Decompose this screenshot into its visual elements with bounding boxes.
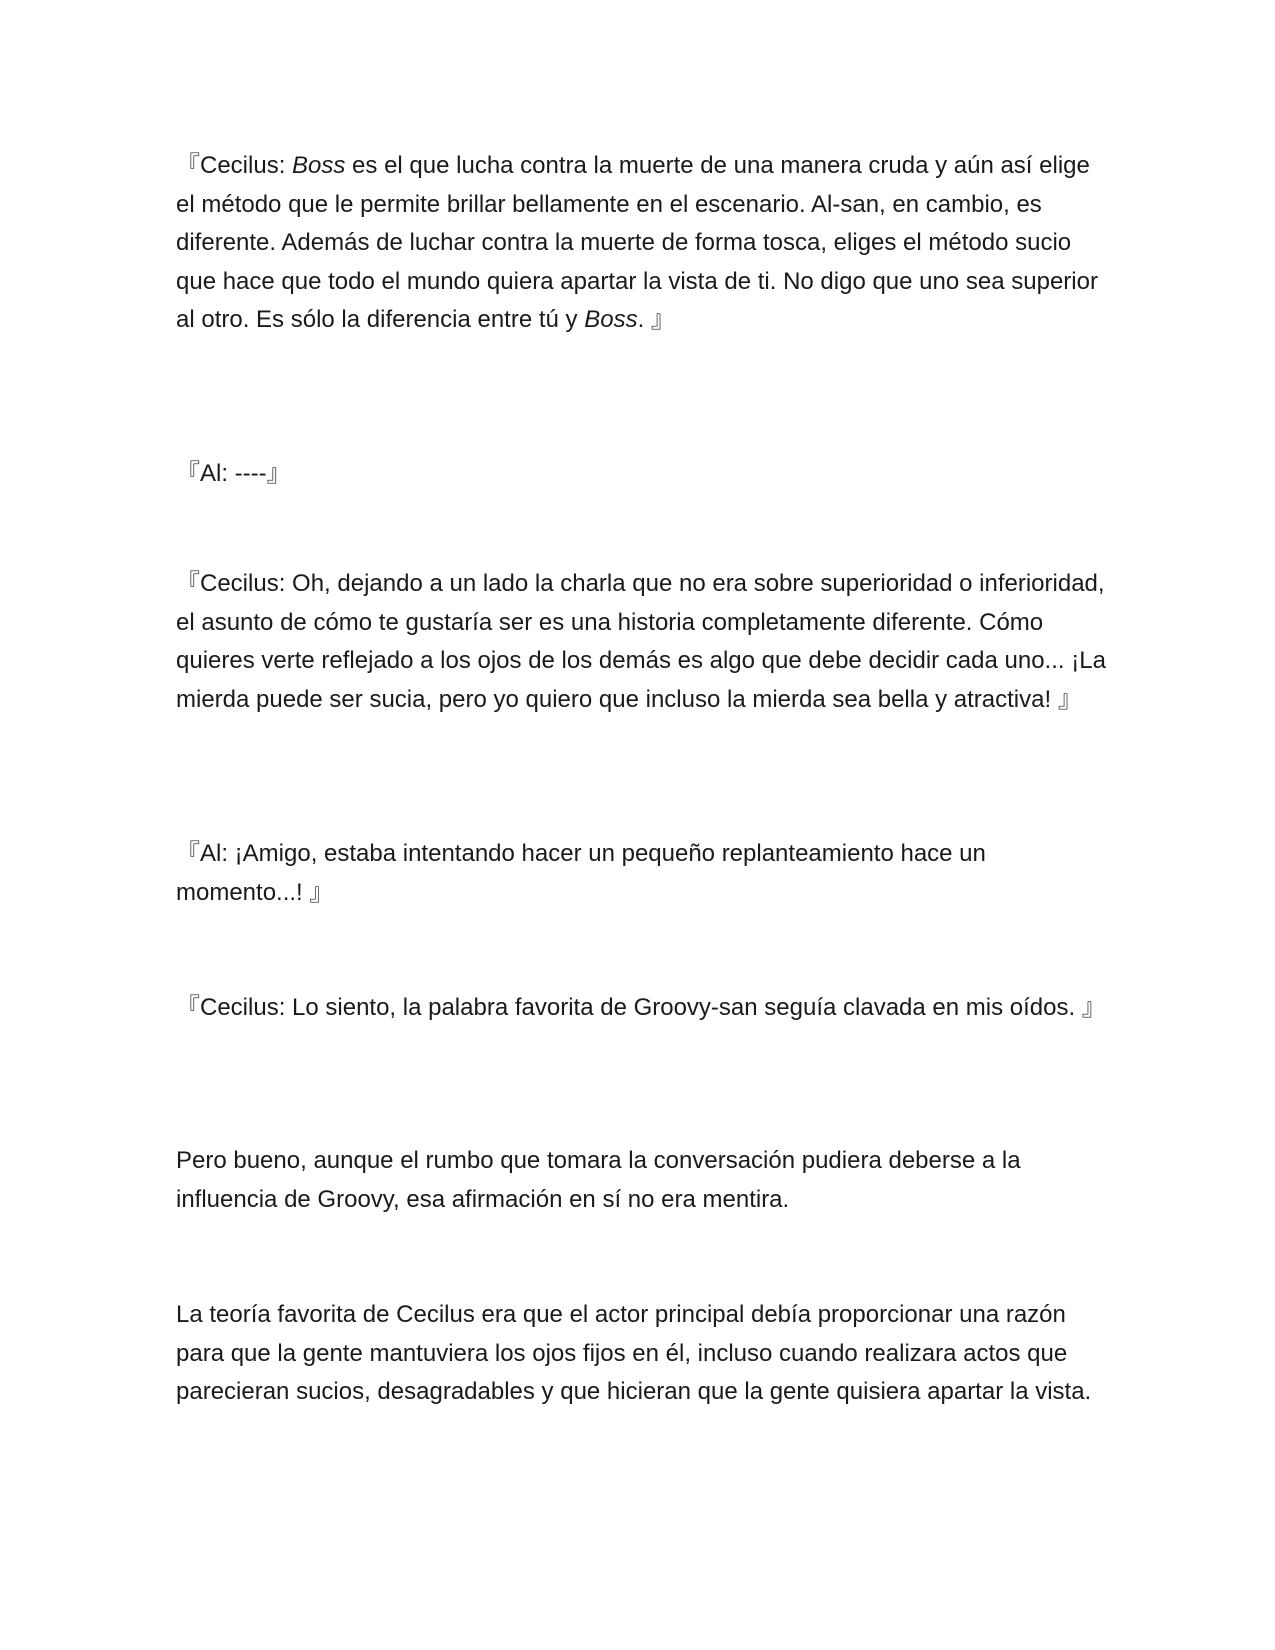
dialogue-paragraph-cecilus-2: [176, 565, 1112, 719]
dialogue-paragraph-cecilus-1: [176, 147, 1112, 340]
text-segment: 『Al: ----』: [176, 460, 291, 487]
narration-paragraph-1: [176, 1142, 1112, 1219]
text-segment: es el que lucha contra la muerte de una manera cruda y aún así elige el método que le permite brillar bellamente en el escenario. Al-san, en cambio, es diferente. Además de luchar contra la muerte de forma tosca, eliges el método sucio que hace que todo el mundo quiera apartar la vista de ti. No digo que uno sea superior al otro. Es sólo la diferencia entre tú y: [176, 152, 1098, 333]
narration-paragraph-2: [176, 1296, 1112, 1412]
text-segment: Pero bueno, aunque el rumbo que tomara la conversación pudiera deberse a la influencia de Groovy, esa afirmación en sí no era mentira.: [176, 1147, 1021, 1213]
dialogue-paragraph-al-2: [176, 835, 1112, 912]
text-segment: 『Al: ¡Amigo, estaba intentando hacer un pequeño replanteamiento hace un momento...! 』: [176, 840, 986, 906]
text-segment: 『Cecilus: Oh, dejando a un lado la charla que no era sobre superioridad o inferioridad, el asunto de cómo te gustaría ser es una historia completamente diferente. Cómo quieres verte reflejado a los ojos de los demás es algo que debe decidir cada uno... ¡La mierda puede ser sucia, pero yo quiero que incluso la mierda sea bella y atractiva! 』: [176, 570, 1106, 713]
italic-text-segment: Boss: [292, 152, 346, 179]
text-segment: La teoría favorita de Cecilus era que el actor principal debía proporcionar una razón para que la gente mantuviera los ojos fijos en él, incluso cuando realizara actos que parecieran sucios, desagradables y que hicieran que la gente quisiera apartar la vista.: [176, 1301, 1092, 1405]
text-segment: . 』: [637, 306, 675, 333]
italic-text-segment: Boss: [584, 306, 638, 333]
dialogue-paragraph-cecilus-3: [176, 989, 1112, 1028]
text-segment: 『Cecilus:: [176, 152, 293, 179]
dialogue-paragraph-al-1: [176, 455, 1112, 494]
text-segment: 『Cecilus: Lo siento, la palabra favorita de Groovy-san seguía clavada en mis oídos. 』: [176, 994, 1106, 1021]
